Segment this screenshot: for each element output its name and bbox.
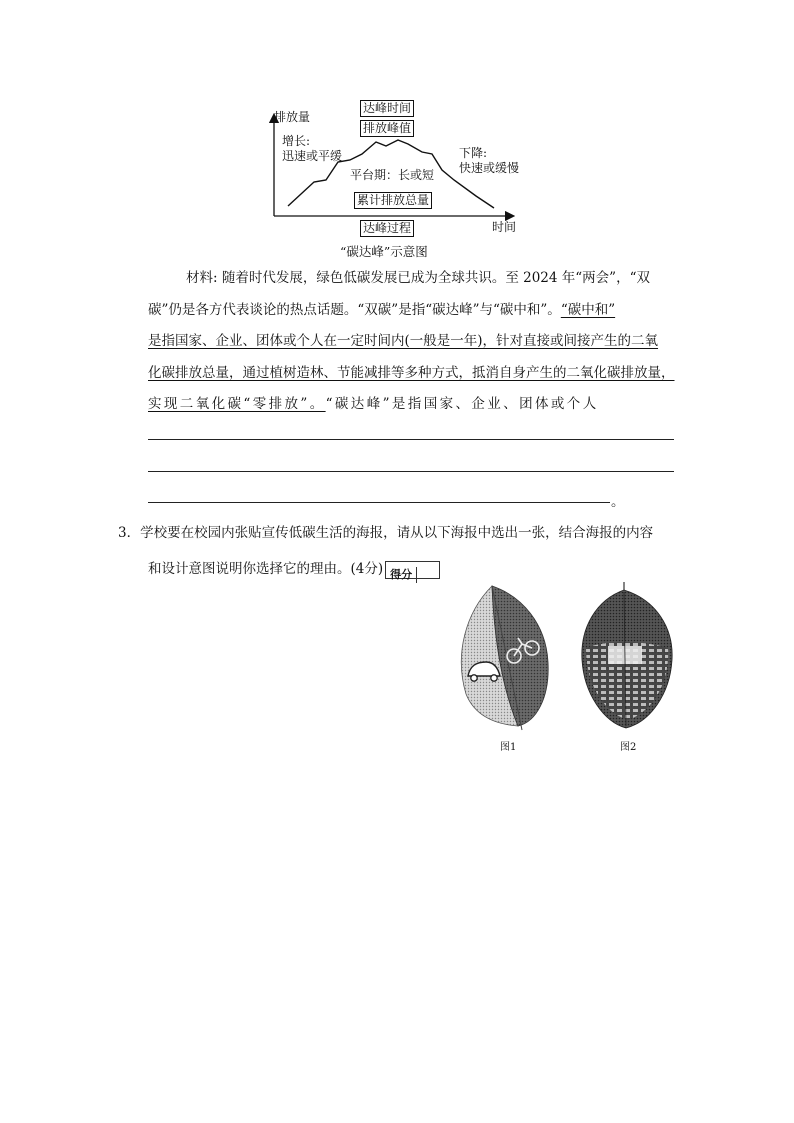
box-process: 达峰过程	[360, 220, 414, 237]
score-label: 得分	[386, 567, 417, 583]
plateau-label: 平台期：长或短	[350, 168, 435, 182]
poster-figure-1	[452, 582, 560, 732]
material-line-2-text: 碳”仍是各方代表谈论的热点话题。“双碳”是指“碳达峰”与“碳中和”。	[148, 302, 561, 318]
box-peak-time: 达峰时间	[360, 100, 414, 117]
answer-line-1[interactable]	[148, 439, 674, 440]
material-line-2	[148, 300, 615, 320]
diagram-caption: “碳达峰”示意图	[340, 244, 428, 259]
poster-figure-2	[576, 582, 678, 732]
material-line-5-text: “碳达峰”是指国家、企业、团体或个人	[325, 396, 599, 412]
growth-label-1: 增长:	[282, 134, 311, 148]
carbon-peak-diagram	[262, 96, 522, 236]
carbon-neutral-term: “碳中和”	[560, 302, 616, 318]
x-axis-label: 时间	[492, 220, 517, 234]
growth-label-2: 迅速或平缓	[282, 149, 343, 163]
decline-label-2: 快速或缓慢	[459, 161, 520, 175]
question-3-line-1: 3．学校要在校园内张贴宣传低碳生活的海报，请从以下海报中选出一张，结合海报的内容	[118, 525, 654, 541]
answer-line-2[interactable]	[148, 471, 674, 472]
material-line-1: 材料: 随着时代发展，绿色低碳发展已成为全球共识。至 2024 年“两会”，“双	[186, 270, 650, 286]
material-line-4: 化碳排放总量，通过植树造林、节能减排等多种方式，抵消自身产生的二氧化碳排放量，	[148, 365, 675, 381]
material-line-5-underlined: 实现二氧化碳“零排放”。	[148, 396, 326, 412]
end-period: 。	[611, 494, 625, 510]
decline-label-1: 下降:	[459, 146, 488, 160]
y-axis-label: 排放量	[274, 110, 311, 124]
figure-1-label: 图1	[500, 742, 517, 753]
question-3-line-2	[148, 557, 440, 579]
material-line-3: 是指国家、企业、团体或个人在一定时间内(一般是一年)，针对直接或间接产生的二氧	[148, 333, 659, 349]
material-line-5	[148, 394, 599, 414]
box-cumulative: 累计排放总量	[354, 192, 432, 209]
score-box[interactable]	[385, 561, 440, 579]
figure-2-label: 图2	[620, 742, 637, 753]
box-peak-value: 排放峰值	[360, 120, 414, 137]
answer-line-3[interactable]	[148, 502, 610, 503]
score-input[interactable]	[417, 562, 439, 578]
question-3-text: 和设计意图说明你选择它的理由。(4分)	[148, 561, 384, 577]
